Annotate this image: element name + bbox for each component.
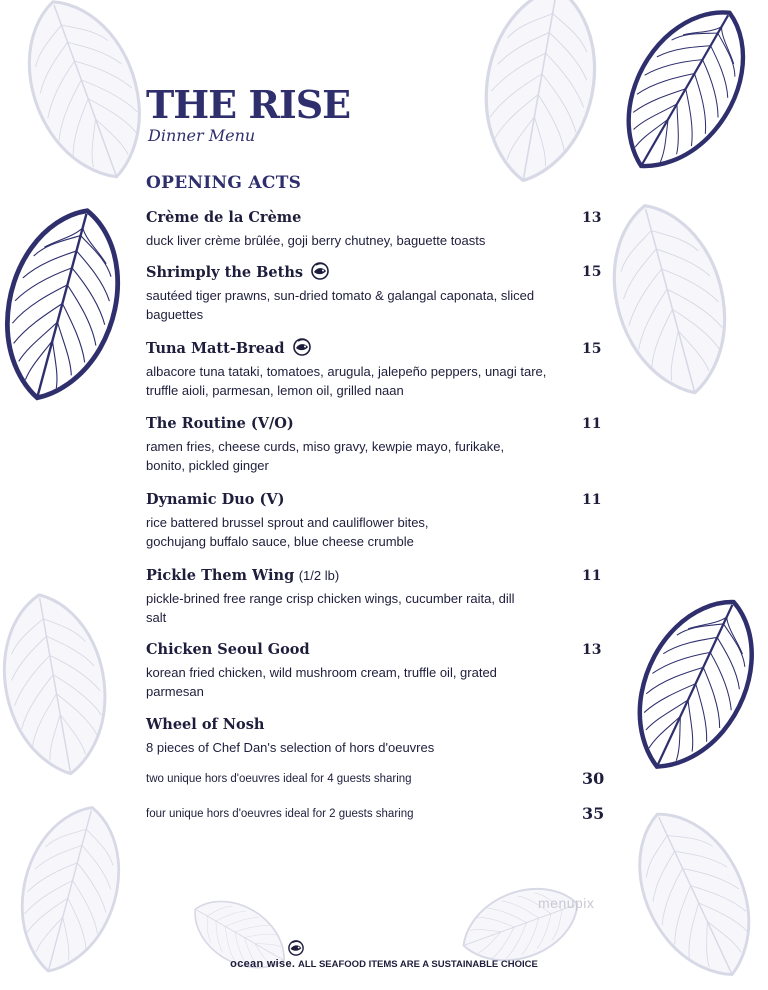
ocean-wise-fish-icon bbox=[293, 338, 311, 356]
item-name: Wheel of Nosh bbox=[146, 716, 265, 733]
nosh-option-price: 30 bbox=[582, 769, 605, 788]
item-description: pickle-brined free range crisp chicken wings, cucumber raita, dill salt bbox=[146, 591, 515, 625]
item-price: 11 bbox=[582, 416, 602, 432]
ocean-wise-fish-icon bbox=[311, 262, 329, 280]
item-name: Dynamic Duo (V) bbox=[146, 491, 285, 508]
menu-item bbox=[146, 208, 606, 250]
leaf-right-dark bbox=[620, 580, 768, 790]
ocean-wise-brand: ocean wise. bbox=[230, 958, 296, 970]
menu-item bbox=[146, 262, 566, 324]
menu-item bbox=[146, 566, 536, 627]
item-description: rice battered brussel sprout and cauliflower bites, gochujang buffalo sauce, blue cheese crumble bbox=[146, 515, 429, 549]
footer bbox=[0, 940, 768, 970]
item-portion-note: (1/2 lb) bbox=[298, 568, 340, 583]
item-description: ramen fries, cheese curds, miso gravy, kewpie mayo, furikake, bonito, pickled ginger bbox=[146, 439, 505, 473]
leaf-bottom-mid-pale bbox=[170, 880, 310, 990]
item-name: Pickle Them Wing bbox=[146, 567, 295, 584]
menu-subtitle: Dinner Menu bbox=[148, 126, 256, 145]
watermark: menupix bbox=[538, 895, 595, 911]
ocean-wise-logo-icon bbox=[288, 940, 304, 956]
section-title: OPENING ACTS bbox=[146, 173, 302, 193]
leaf-bottom-left-pale bbox=[0, 570, 130, 800]
restaurant-name: THE RISE bbox=[146, 82, 351, 127]
menu-item bbox=[146, 338, 576, 400]
leaf-left-dark bbox=[0, 190, 142, 420]
item-name: Chicken Seoul Good bbox=[146, 641, 310, 658]
menu-item bbox=[146, 490, 476, 551]
item-description: sautéed tiger prawns, sun-dried tomato & galangal caponata, sliced baguettes bbox=[146, 288, 535, 322]
nosh-option-label: two unique hors d'oeuvres ideal for 4 guests sharing bbox=[146, 773, 412, 785]
menu-item bbox=[146, 640, 516, 701]
item-description: albacore tuna tataki, tomatoes, arugula, jalepeño peppers, unagi tare, truffle aioli, parmesan, lemon oil, grilled naan bbox=[146, 364, 547, 398]
item-price: 15 bbox=[582, 341, 602, 357]
footer-tagline: ALL SEAFOOD ITEMS ARE A SUSTAINABLE CHOICE bbox=[298, 959, 538, 970]
item-description: duck liver crème brûlée, goji berry chutney, baguette toasts bbox=[146, 233, 486, 248]
item-price: 11 bbox=[582, 492, 602, 508]
item-name: Tuna Matt-Bread bbox=[146, 340, 285, 357]
item-price: 11 bbox=[582, 568, 602, 584]
menu-item bbox=[146, 414, 536, 475]
nosh-option-label: four unique hors d'oeuvres ideal for 2 guests sharing bbox=[146, 808, 414, 820]
item-name: The Routine (V/O) bbox=[146, 415, 294, 432]
nosh-option-price: 35 bbox=[582, 804, 605, 823]
menu-header bbox=[146, 84, 350, 145]
item-price: 13 bbox=[582, 210, 602, 226]
item-name: Crème de la Crème bbox=[146, 209, 302, 226]
leaf-top-right-dark bbox=[600, 0, 768, 185]
menu-item bbox=[146, 715, 586, 757]
item-price: 13 bbox=[582, 642, 602, 658]
leaf-right-pale bbox=[590, 185, 750, 415]
item-price: 15 bbox=[582, 264, 602, 280]
leaf-bottom-center-pale bbox=[400, 860, 640, 990]
item-description: korean fried chicken, wild mushroom cream, truffle oil, grated parmesan bbox=[146, 665, 497, 699]
item-name: Shrimply the Beths bbox=[146, 264, 304, 281]
item-description: 8 pieces of Chef Dan's selection of hors d'oeuvres bbox=[146, 740, 435, 755]
